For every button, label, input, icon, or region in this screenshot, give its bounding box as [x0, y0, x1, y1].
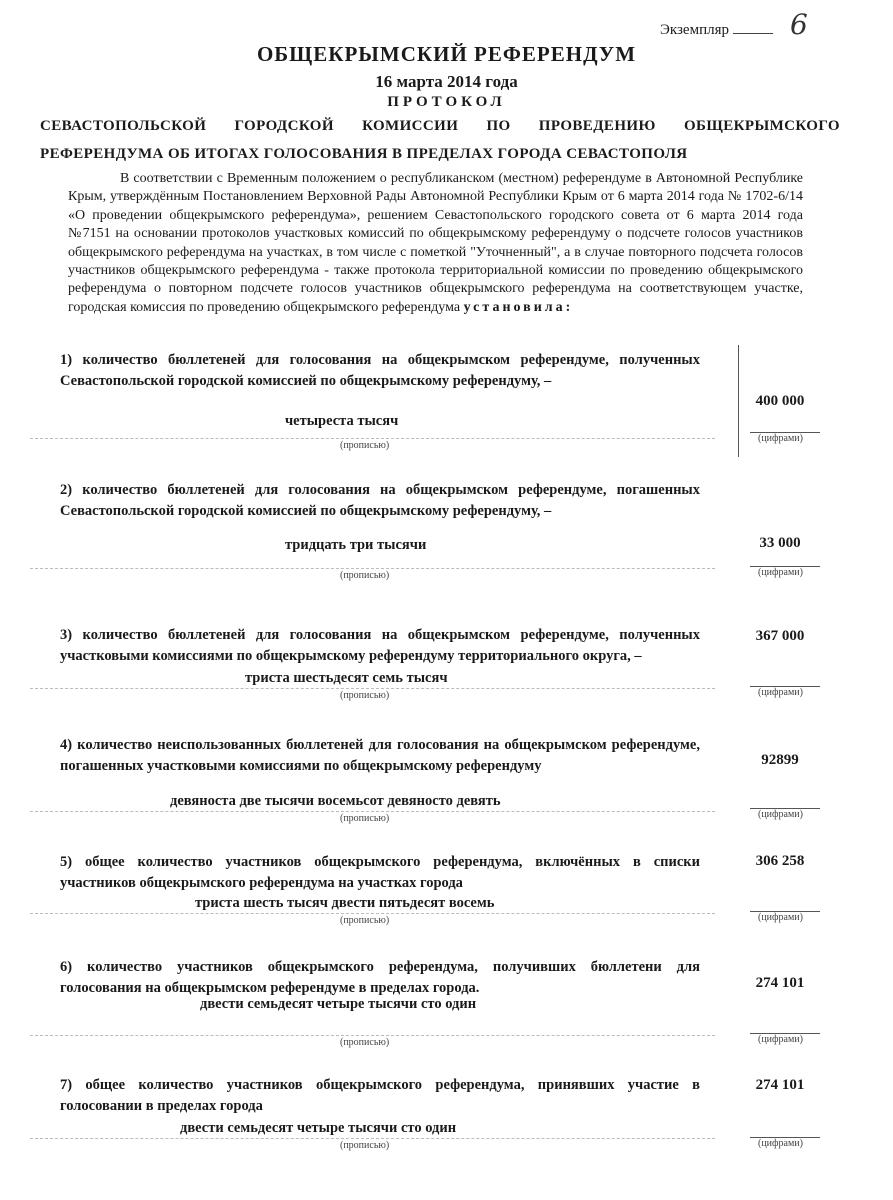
item-4-in-figures-label: (цифрами) [758, 809, 803, 820]
item-4-in-words: девяноста две тысячи восемьсот девяносто девять [170, 793, 501, 809]
item-3-in-figures-label: (цифрами) [758, 687, 803, 698]
document-date: 16 марта 2014 года [375, 72, 518, 91]
item-7-in-figures-label: (цифрами) [758, 1138, 803, 1149]
intro-emphasis: установила: [463, 299, 574, 315]
item-7-in-words-label: (прописью) [340, 1140, 390, 1151]
item-2-in-words-label: (прописью) [340, 570, 390, 581]
item-3-figure: 367 000 [755, 628, 805, 644]
item-5-description: 5) общее количество участников общекрымского референдума, включённых в списки участников общекрымского референдума на участках города [60, 854, 700, 891]
copy-number-field [660, 8, 808, 41]
item-6-description: 6) количество участников общекрымского референдума, получивших бюллетени для голосования на общекрымском референдуме в пределах города. [60, 959, 700, 996]
item-1-in-words-label: (прописью) [340, 440, 390, 451]
item-4-words-line [30, 811, 715, 812]
item-2-figure: 33 000 [759, 535, 801, 551]
item-6-in-figures-label: (цифрами) [758, 1034, 803, 1045]
item-7-description: 7) общее количество участников общекрымского референдума, принявших участие в голосовании в пределах города [60, 1077, 700, 1114]
item-1-figure: 400 000 [755, 393, 805, 409]
document-subtitle: СЕВАСТОПОЛЬСКОЙ ГОРОДСКОЙ КОМИССИИ ПО ПРОВЕДЕНИЮ ОБЩЕКРЫМСКОГО РЕФЕРЕНДУМА ОБ ИТОГАХ ГОЛОСОВАНИЯ В ПРЕДЕЛАХ ГОРОДА СЕВАСТОПОЛЯ [40, 118, 840, 162]
item-4-in-words-label: (прописью) [340, 813, 390, 824]
item-6-words-line [30, 1035, 715, 1036]
copy-number-handwritten: 6 [790, 8, 808, 41]
item-5-figure: 306 258 [755, 853, 805, 869]
item-5-in-words: триста шесть тысяч двести пятьдесят восемь [195, 895, 495, 911]
item-7-figure: 274 101 [755, 1077, 805, 1093]
item-7-words-line [30, 1138, 715, 1139]
item-6-figure: 274 101 [755, 975, 805, 991]
intro-text: В соответствии с Временным положением о республиканском (местном) референдуме в Автономной Республике Крым, утверждённым Постановлением Верховной Рады Автономной Республики Крым от 6 марта 2014 года № 1702-6/14 «О проведении общекрымского референдума», решением Севастопольского городского совета от 6 марта 2014 года №7151 на основании протоколов участковых комиссий по общекрымскому референдуму о подсчете голосов участников общекрымского референдума на участках, в том числе с пометкой "Уточненный", а в случае повторного подсчета голосов участников общекрымского референдума - также протокола территориальной комиссии по проведению общекрымского референдума о повторном подсчете голосов участников общекрымского референдума на соответствующем участке, городская комиссия по проведению общекрымского референдума [68, 171, 803, 315]
intro-paragraph [68, 170, 803, 317]
item-6-in-words: двести семьдесят четыре тысячи сто один [200, 996, 477, 1012]
column-divider [738, 345, 739, 457]
item-2-in-words: тридцать три тысячи [285, 537, 427, 553]
item-1-words-line [30, 438, 715, 439]
item-4-figure: 92899 [761, 752, 799, 768]
item-7-in-words: двести семьдесят четыре тысячи сто один [180, 1120, 457, 1136]
document-type: ПРОТОКОЛ [387, 94, 506, 110]
item-3-in-words-label: (прописью) [340, 690, 390, 701]
item-3-in-words: триста шестьдесят семь тысяч [245, 670, 448, 686]
item-6-in-words-label: (прописью) [340, 1037, 390, 1048]
copy-label: Экземпляр [660, 22, 729, 38]
item-4-description: 4) количество неиспользованных бюллетеней для голосования на общекрымском референдуме, погашенных участковыми комиссиями по общекрымскому референдуму [60, 737, 700, 774]
item-1-in-figures-label: (цифрами) [758, 433, 803, 444]
document-title: ОБЩЕКРЫМСКИЙ РЕФЕРЕНДУМ [256, 42, 637, 66]
item-1-description: 1) количество бюллетеней для голосования на общекрымском референдуме, полученных Севастопольской городской комиссией по общекрымскому референдуму, – [60, 352, 700, 389]
item-2-in-figures-label: (цифрами) [758, 567, 803, 578]
item-5-in-figures-label: (цифрами) [758, 912, 803, 923]
item-5-in-words-label: (прописью) [340, 915, 390, 926]
item-2-words-line [30, 568, 715, 569]
item-5-words-line [30, 913, 715, 914]
item-2-description: 2) количество бюллетеней для голосования на общекрымском референдуме, погашенных Севастопольской городской комиссией по общекрымскому референдуму, – [60, 482, 700, 519]
item-3-description: 3) количество бюллетеней для голосования на общекрымском референдуме, полученных участковыми комиссиями по общекрымскому референдуму территориального округа, – [60, 627, 700, 664]
item-1-in-words: четыреста тысяч [285, 413, 399, 429]
item-3-words-line [30, 688, 715, 689]
